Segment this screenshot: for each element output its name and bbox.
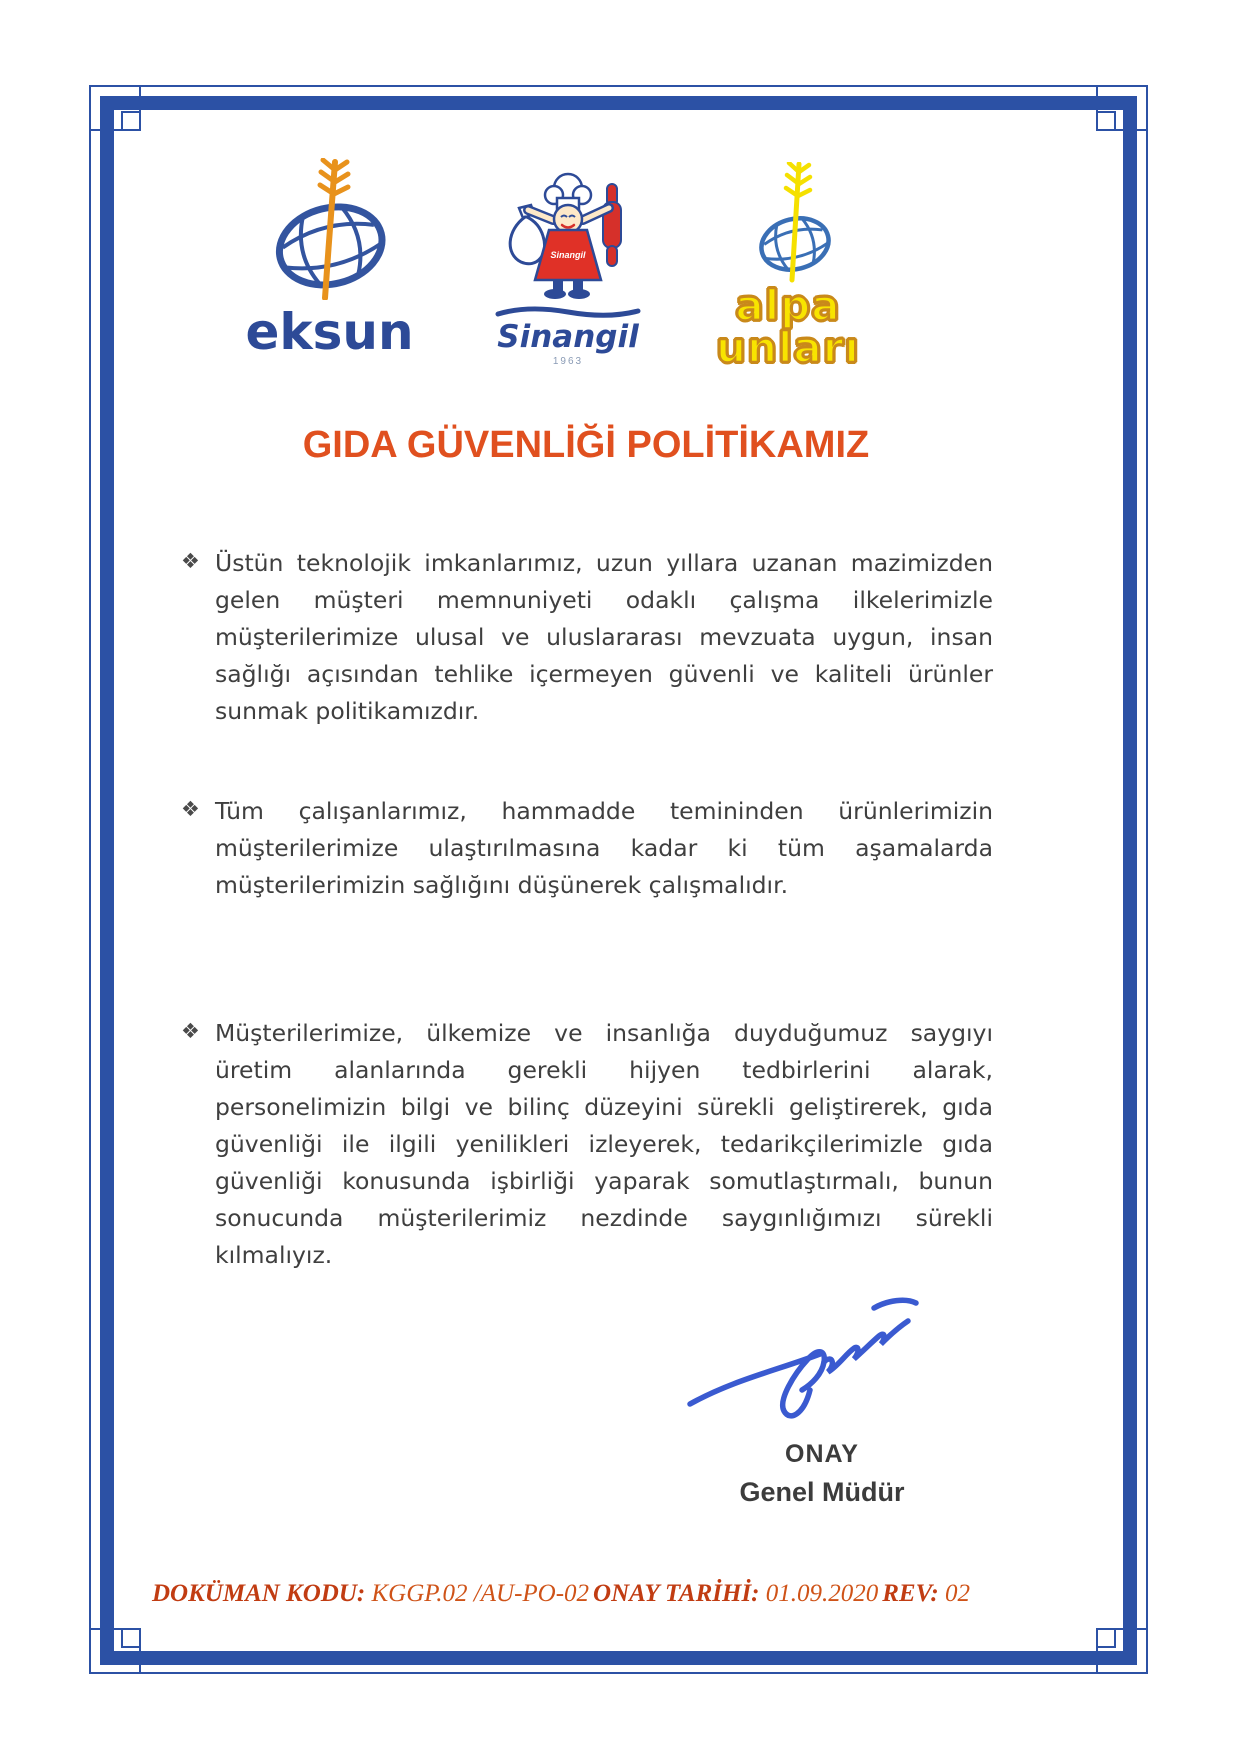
page-title: GIDA GÜVENLİĞİ POLİTİKAMIZ: [302, 424, 870, 466]
frame-corner-square: [1096, 111, 1116, 131]
diamond-bullet-icon: ❖: [181, 549, 200, 573]
approval-date: [593, 1580, 878, 1608]
frame-corner-square: [121, 111, 141, 131]
frame-corner-square: [1096, 1628, 1116, 1648]
revision: [882, 1580, 970, 1608]
policy-paragraph: [181, 545, 993, 730]
policy-paragraph: [181, 793, 993, 904]
approval-date-label: ONAY TARİHİ:: [593, 1580, 760, 1607]
policy-paragraph-text: Tüm çalışanlarımız, hammadde temininden ürünlerimizin müşterilerimize ulaştırılmasına kadar ki tüm aşamalarda müşterilerimizin sağlığını düşünerek çalışmalıdır.: [215, 797, 993, 899]
sinangil-chef-icon: [483, 250, 653, 304]
eksun-globe-wheat-icon: [255, 287, 405, 304]
approval-date-value: 01.09.2020: [759, 1580, 879, 1607]
eksun-wordmark: eksun: [245, 303, 414, 361]
policy-paragraph-text: Müşterilerimize, ülkemize ve insanlığa duyduğumuz saygıyı üretim alanlarında gerekli hijyen tedbirlerini alarak, personelimizin bilgi ve bilinç düzeyini sürekli geliştirerek, gıda güvenliği ile ilgili yenilikleri izleyerek, tedarikçilerimizle gıda güvenliği konusunda işbirliği yaparak somutlaştırmalı, bunun sonucunda müşterilerimiz nezdinde saygınlığımızı sürekli kılmalıyız.: [215, 1019, 993, 1269]
handwritten-signature: [678, 1282, 923, 1437]
sinangil-wordmark: Sinangil: [497, 319, 639, 355]
approval-label: ONAY: [785, 1440, 859, 1468]
sinangil-apron-label: Sinangil: [550, 250, 586, 260]
signer-title: Genel Müdür: [739, 1477, 905, 1507]
doc-code-value: KGGP.02 /AU-PO-02: [365, 1580, 590, 1607]
approval-block: [697, 1440, 947, 1508]
alpa-unlari-logo: [688, 162, 888, 372]
diamond-bullet-icon: ❖: [181, 797, 200, 821]
sinangil-year: 1963: [552, 356, 584, 367]
sinangil-logo: [478, 172, 658, 367]
frame-corner-square: [121, 1628, 141, 1648]
revision-value: 02: [938, 1580, 970, 1607]
document-footer: [152, 1580, 970, 1608]
diamond-bullet-icon: ❖: [181, 1019, 200, 1043]
doc-code: [152, 1580, 589, 1608]
eksun-logo: [232, 158, 427, 361]
alpa-wordmark: alpa unları: [716, 281, 860, 372]
policy-paragraph: [181, 1015, 993, 1274]
doc-code-label: DOKÜMAN KODU:: [152, 1580, 366, 1607]
revision-label: REV:: [882, 1580, 939, 1607]
policy-paragraph-text: Üstün teknolojik imkanlarımız, uzun yıllara uzanan mazimizden gelen müşteri memnuniyeti odaklı çalışma ilkelerimizle müşterilerimize ulusal ve uluslararası mevzuata uygun, insan sağlığı açısından tehlike içermeyen güvenli ve kaliteli ürünler sunmak politikamızdır.: [215, 549, 993, 725]
